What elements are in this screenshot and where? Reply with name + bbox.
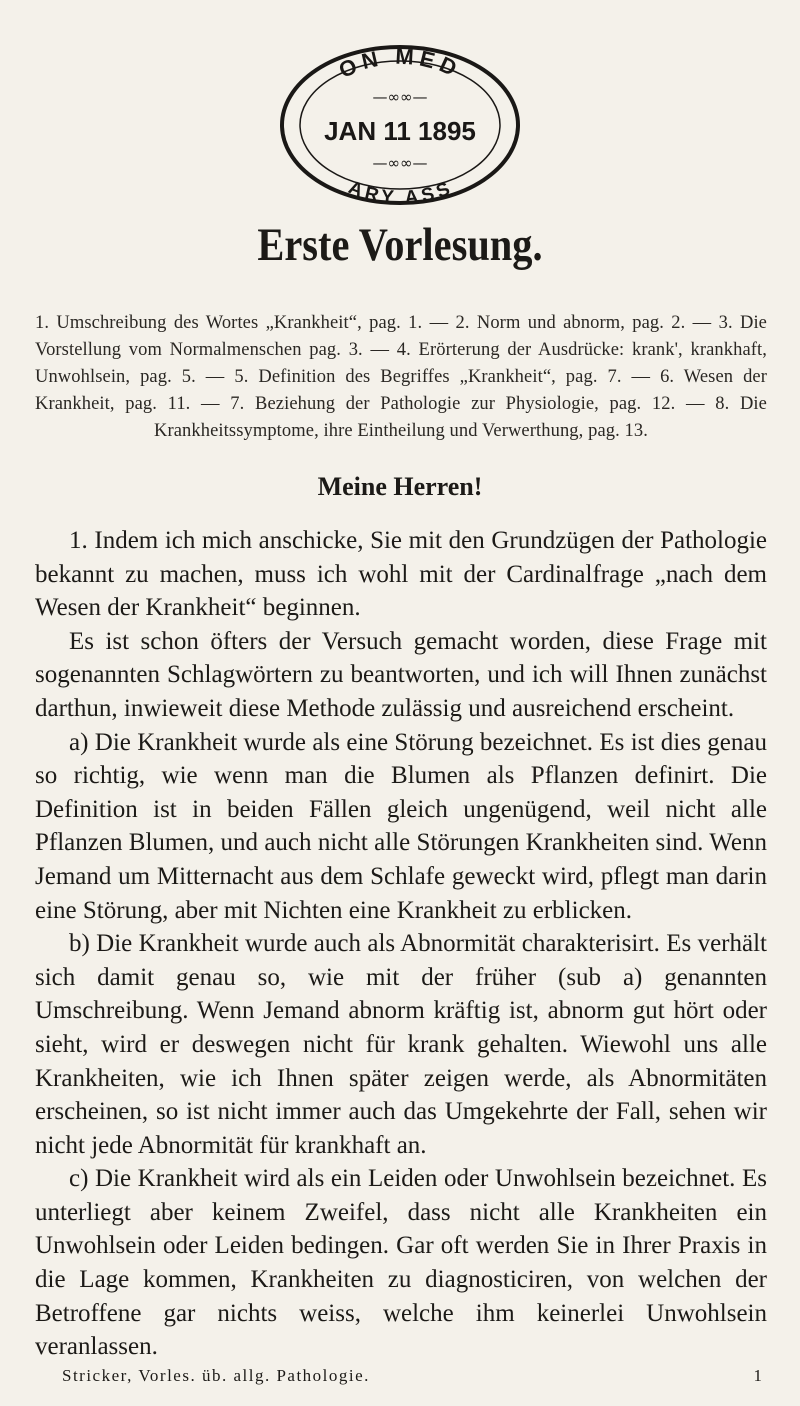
salutation: Meine Herren! [317,472,483,501]
sheet-number: 1 [753,1366,762,1385]
page-footer [62,1366,762,1386]
paragraph: a) Die Krankheit wurde als eine Störung bezeichnet. Es ist dies genau so richtig, wie wenn man die Blumen als Pflanzen definirt. Die Definition ist in beiden Fällen gleich ungenügend, weil nicht alle Pflanzen Blumen, und auch nicht alle Störungen Krankheiten sind. Wenn Jemand um Mitternacht aus dem Schlafe geweckt wird, pflegt man darin eine Störung, aber mit Nichten eine Krankheit zu erblicken. [35,728,767,924]
stamp-bottom-text: ARY ASS [345,177,457,205]
paragraph: b) Die Krankheit wurde auch als Abnormität charakterisirt. Es verhält sich damit genau so, wie mit der früher (sub a) genannten Umschreibung. Wenn Jemand abnorm kräftig ist, abnorm gut hört oder sieht, wird er deswegen nicht für krank gehalten. Wiewohl uns alle Krankheiten, wie ich Ihnen später zeigen werde, als Abnormitäten erscheinen, so ist nicht immer auch das Umgekehrte der Fall, sehen wir nicht jede Abnormität für krankhaft an. [35,930,767,1159]
lecture-title: Erste Vorlesung. [257,219,543,271]
sheet-signature: Stricker, Vorles. üb. allg. Pathologie. [62,1366,370,1385]
stamp-ornament-top: —∞∞— [372,88,428,106]
paragraph: 1. Indem ich mich anschicke, Sie mit den Grundzügen der Pathologie bekannt zu machen, muss ich wohl mit der Cardinalfrage „nach dem Wesen der Krankheit“ beginnen. [35,527,767,622]
library-stamp [275,40,525,205]
paragraph: Es ist schon öfters der Versuch gemacht worden, diese Frage mit sogenannten Schlagwörtern zu beantworten, und ich will Ihnen zunächst darthun, inwieweit diese Methode zulässig und ausreichend erscheint. [35,627,767,722]
stamp-date: JAN 11 1895 [324,116,476,146]
body-text [35,524,767,1364]
library-stamp-graphic [275,40,525,205]
paragraph: c) Die Krankheit wird als ein Leiden oder Unwohlsein bezeichnet. Es unterliegt aber keinem Zweifel, dass nicht alle Krankheiten ein Unwohlsein oder Leiden bedingen. Gar oft werden Sie in Ihrer Praxis in die Lage kommen, Krankheiten zu diagnosticiren, von welchen der Betroffene gar nichts weiss, welche ihm keinerlei Unwohlsein veranlassen. [35,1165,767,1361]
chapter-summary: 1. Umschreibung des Wortes „Krankheit“, pag. 1. — 2. Norm und abnorm, pag. 2. — 3. Die Vorstellung vom Normalmenschen pag. 3. — 4. Erörterung der Ausdrücke: krank', krankhaft, Unwohlsein, pag. 5. — 5. Definition des Begriffes „Krankheit“, pag. 7. — 6. Wesen der Krankheit, pag. 11. — 7. Beziehung der Pathologie zur Physiologie, pag. 12. — 8. Die Krankheitssymptome, ihre Eintheilung und Verwerthung, pag. 13. [35,313,767,441]
stamp-ornament-bottom: —∞∞— [372,154,428,172]
stamp-top-text: ON MED [334,43,466,84]
